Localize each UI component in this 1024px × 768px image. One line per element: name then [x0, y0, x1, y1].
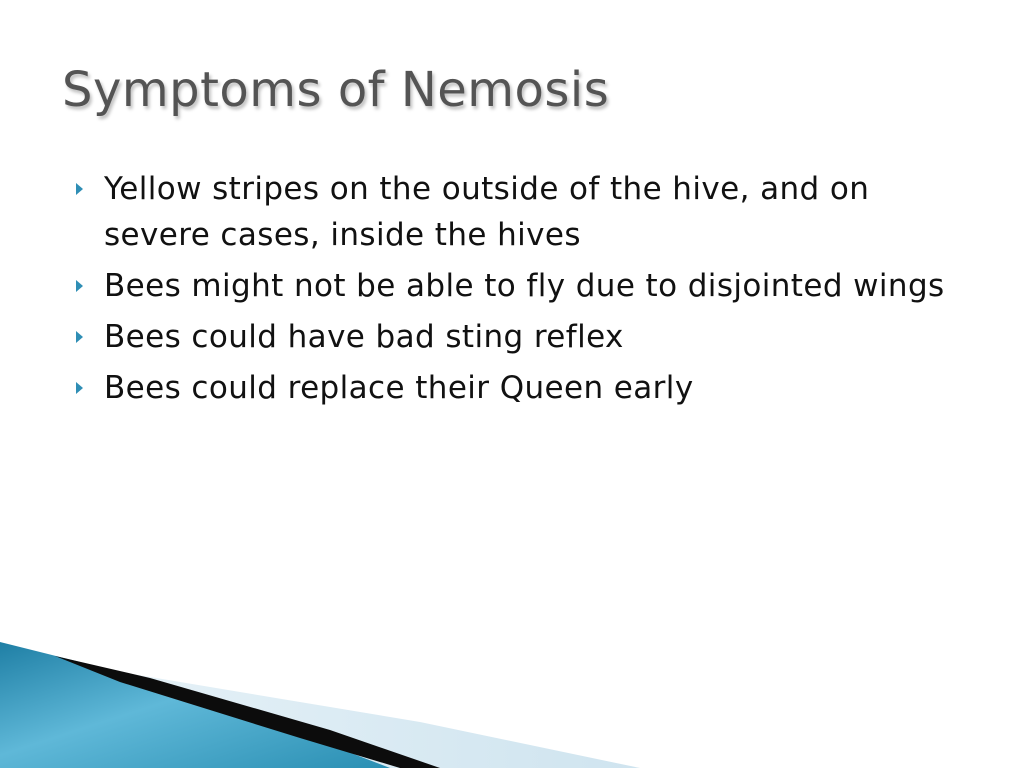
slide-title: Symptoms of Nemosis — [62, 62, 610, 118]
bullet-item — [70, 365, 970, 411]
bullet-item — [70, 314, 970, 360]
bullet-text: Bees might not be able to fly due to disjointed wings — [104, 268, 945, 304]
bullet-arrow-icon — [76, 331, 83, 343]
bullet-text: Bees could have bad sting reflex — [104, 319, 624, 355]
bullet-item — [70, 166, 970, 258]
bullet-arrow-icon — [76, 280, 83, 292]
bullet-text: Bees could replace their Queen early — [104, 370, 694, 406]
bullet-arrow-icon — [76, 183, 83, 195]
bullet-list — [70, 166, 970, 416]
bullet-arrow-icon — [76, 382, 83, 394]
corner-wave-decoration — [0, 638, 1024, 768]
bullet-item — [70, 263, 970, 309]
bullet-text: Yellow stripes on the outside of the hive, and on severe cases, inside the hives — [104, 171, 870, 253]
